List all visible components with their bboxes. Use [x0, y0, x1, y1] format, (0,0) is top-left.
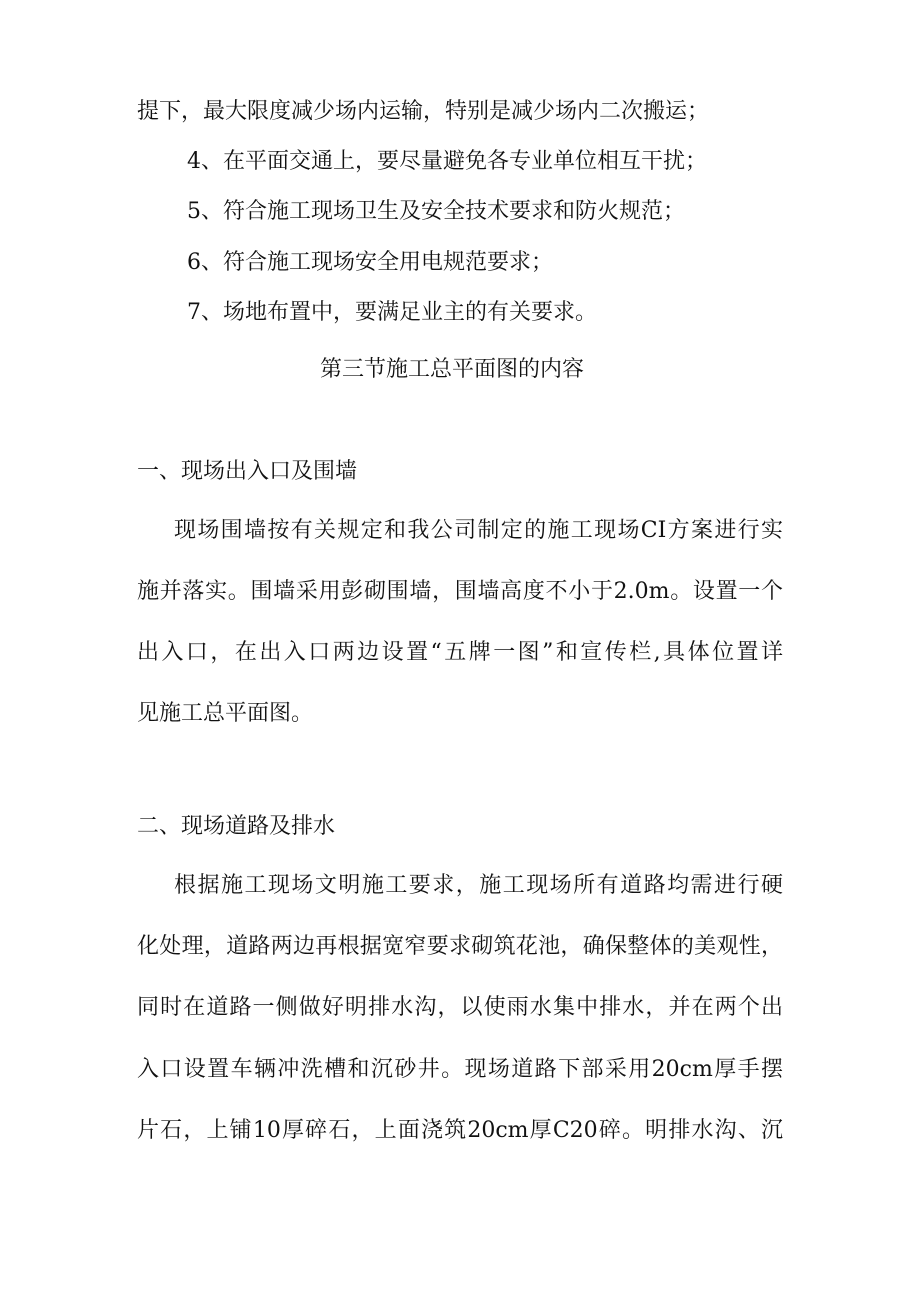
paragraph-line: 出入口，在出入口两边设置“五牌一图”和宣传栏,具体位置详 [137, 640, 783, 665]
section-title: 第三节施工总平面图的内容 [320, 357, 585, 382]
paragraph-line: 化处理，道路两边再根据宽窄要求砌筑花池，确保整体的美观性， [137, 934, 783, 959]
heading-roads-and-drainage: 二、现场道路及排水 [137, 814, 336, 839]
list-item-6: 6、符合施工现场安全用电规范要求； [187, 250, 553, 275]
heading-entrance-and-wall: 一、现场出入口及围墙 [137, 459, 358, 484]
list-item-7: 7、场地布置中，要满足业主的有关要求。 [187, 300, 597, 325]
list-line-continuation: 提下，最大限度减少场内运输，特别是减少场内二次搬运； [137, 99, 710, 124]
list-item-5: 5、符合施工现场卫生及安全技术要求和防火规范； [187, 199, 685, 224]
paragraph-line: 片石，上铺10厚碎石，上面浇筑20cm厚C20碎。明排水沟、沉 [137, 1118, 783, 1143]
paragraph-line: 根据施工现场文明施工要求，施工现场所有道路均需进行硬 [174, 873, 783, 898]
list-item-4: 4、在平面交通上，要尽量避免各专业单位相互干扰； [187, 149, 707, 174]
paragraph-line: 入口设置车辆冲洗槽和沉砂井。现场道路下部采用20cm厚手摆 [137, 1057, 783, 1082]
paragraph-line: 现场围墙按有关规定和我公司制定的施工现场CI方案进行实 [174, 518, 783, 543]
paragraph-line: 施并落实。围墙采用彭砌围墙，围墙高度不小于2.0m。设置一个 [137, 579, 783, 604]
paragraph-line: 同时在道路一侧做好明排水沟，以使雨水集中排水，并在两个出 [137, 995, 783, 1020]
paragraph-line: 见施工总平面图。 [137, 701, 314, 726]
